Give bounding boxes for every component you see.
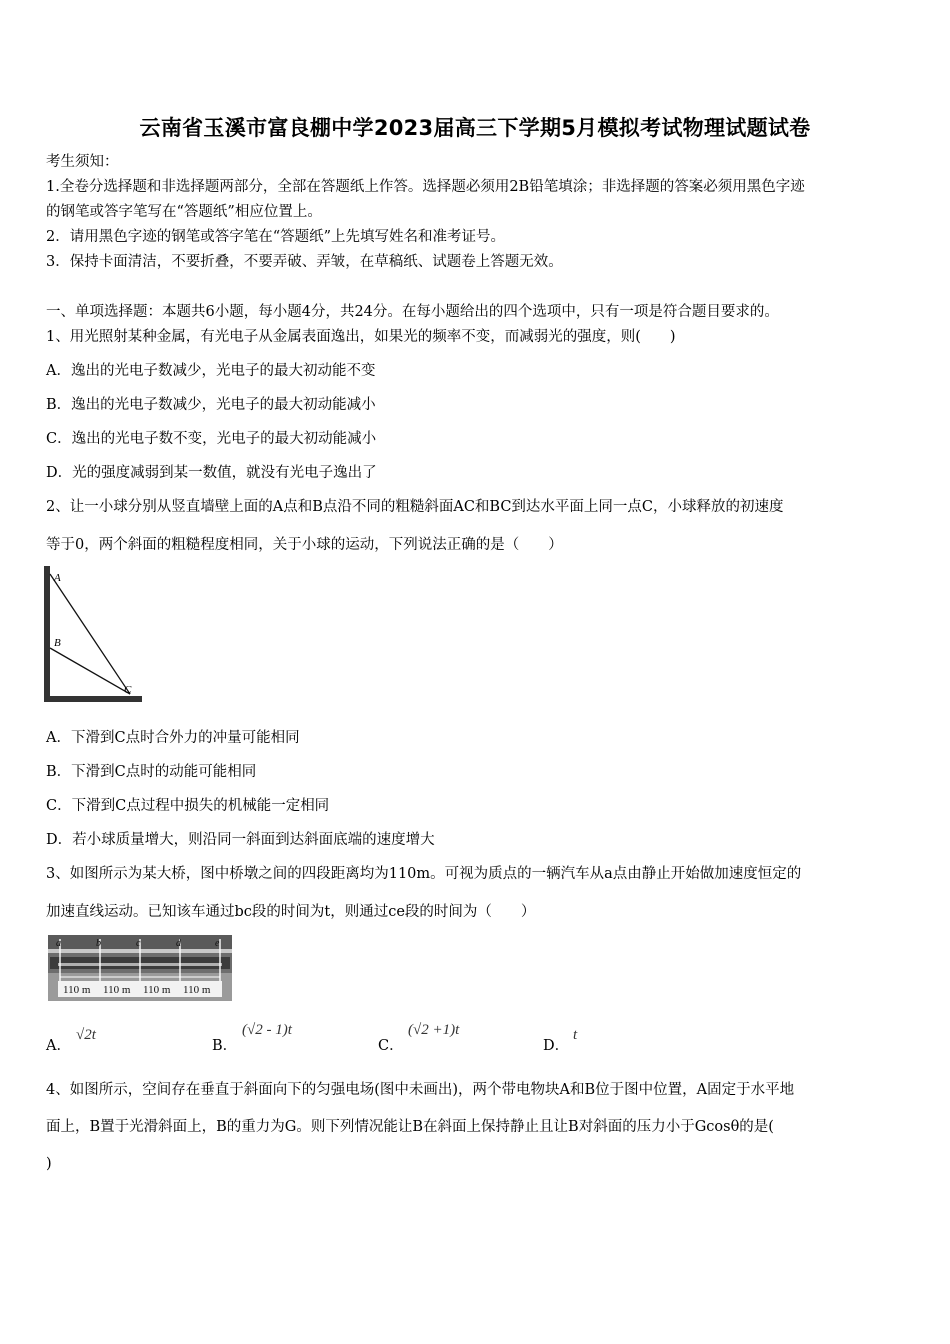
- notice-item: 3．保持卡面清洁，不要折叠，不要弄破、弄皱，在草稿纸、试题卷上答题无效。: [46, 254, 563, 270]
- q3-option-b-value: (√2 - 1)t: [242, 1022, 292, 1038]
- question-1-stem: 1、用光照射某种金属，有光电子从金属表面逸出，如果光的频率不变，而减弱光的强度，则( ): [46, 329, 676, 345]
- q2-option-a: A．下滑到C点时合外力的冲量可能相同: [46, 730, 300, 746]
- q3-option-d-letter: D．: [543, 1038, 570, 1054]
- question-2-stem-line2: 等于0，两个斜面的粗糙程度相同，关于小球的运动，下列说法正确的是（ ）: [46, 537, 563, 553]
- q3-option-c-value: (√2 +1)t: [408, 1022, 460, 1038]
- question-4-stem-line3: ): [46, 1156, 52, 1172]
- bridge-point-e: e: [215, 938, 220, 949]
- bridge-point-c: c: [136, 938, 141, 949]
- q3-option-b-letter: B．: [212, 1038, 238, 1054]
- notice-item: 2．请用黑色字迹的钢笔或答字笔在“答题纸”上先填写姓名和准考证号。: [46, 229, 506, 245]
- notice-item: 的钢笔或答字笔写在“答题纸”相应位置上。: [46, 204, 322, 220]
- bridge-point-b: b: [96, 938, 101, 949]
- q3-option-a-value: √2t: [76, 1027, 96, 1043]
- fig-label-a: A: [54, 572, 61, 584]
- section-heading: 一、单项选择题：本题共6小题，每小题4分，共24分。在每小题给出的四个选项中，只有一项是符合题目要求的。: [46, 304, 779, 320]
- q2-option-d: D．若小球质量增大，则沿同一斜面到达斜面底端的速度增大: [46, 832, 435, 848]
- page-title: 云南省玉溪市富良棚中学2023届高三下学期5月模拟考试物理试题试卷: [139, 116, 811, 140]
- bridge-figure: [48, 935, 232, 1001]
- bridge-point-a: a: [56, 938, 61, 949]
- bridge-point-d: d: [176, 938, 181, 949]
- q1-option-d: D．光的强度减弱到某一数值，就没有光电子逸出了: [46, 465, 377, 481]
- q2-option-b: B．下滑到C点时的动能可能相同: [46, 764, 257, 780]
- q1-option-a: A．逸出的光电子数减少，光电子的最大初动能不变: [46, 363, 376, 379]
- question-4-stem-line1: 4、如图所示，空间存在垂直于斜面向下的匀强电场(图中未画出)，两个带电物块A和B位于图中位置，A固定于水平地: [46, 1082, 795, 1098]
- question-3-stem-line2: 加速直线运动。已知该车通过bc段的时间为t，则通过ce段的时间为（ ）: [46, 904, 536, 920]
- bridge-segment-label: 110 m: [103, 984, 131, 996]
- q3-option-d-value: t: [573, 1027, 578, 1043]
- fig-label-b: B: [54, 637, 61, 649]
- q1-option-c: C．逸出的光电子数不变，光电子的最大初动能减小: [46, 431, 377, 447]
- bridge-segment-label: 110 m: [143, 984, 171, 996]
- question-4-stem-line2: 面上，B置于光滑斜面上，B的重力为G。则下列情况能让B在斜面上保持静止且让B对斜面的压力小于Gcosθ的是(: [46, 1119, 774, 1135]
- slope-figure: [44, 566, 144, 706]
- bridge-segment-label: 110 m: [183, 984, 211, 996]
- q3-option-c-letter: C．: [378, 1038, 404, 1054]
- q2-option-c: C．下滑到C点过程中损失的机械能一定相同: [46, 798, 330, 814]
- bridge-segment-label: 110 m: [63, 984, 91, 996]
- q1-option-b: B．逸出的光电子数减少，光电子的最大初动能减小: [46, 397, 376, 413]
- fig-label-c: C: [124, 684, 132, 696]
- q3-option-a-letter: A．: [46, 1038, 71, 1054]
- notice-header: 考生须知：: [46, 154, 119, 170]
- question-3-stem-line1: 3、如图所示为某大桥，图中桥墩之间的四段距离均为110m。可视为质点的一辆汽车从a点由静止开始做加速度恒定的: [46, 866, 802, 882]
- question-2-stem-line1: 2、让一小球分别从竖直墙壁上面的A点和B点沿不同的粗糙斜面AC和BC到达水平面上同一点C，小球释放的初速度: [46, 499, 784, 515]
- notice-item: 1.全卷分选择题和非选择题两部分，全部在答题纸上作答。选择题必须用2B铅笔填涂；非选择题的答案必须用黑色字迹: [46, 179, 805, 195]
